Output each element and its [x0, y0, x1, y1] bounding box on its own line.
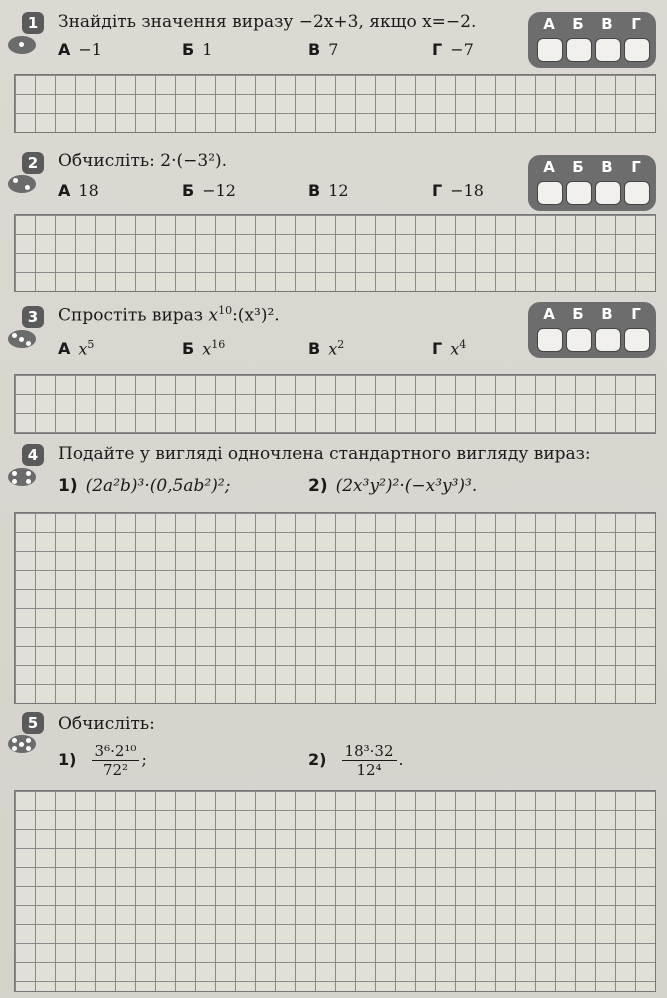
task-3-question: Спростіть вираз $x^{10}:(x^3)^2$.: [58, 304, 280, 326]
answer-cell-v[interactable]: [595, 328, 621, 352]
answer-cell-a[interactable]: [537, 181, 563, 205]
option-a[interactable]: А 18: [58, 181, 99, 200]
task-5-question: Обчисліть:: [58, 714, 155, 734]
dice-icon: [8, 330, 36, 348]
option-v[interactable]: В 12: [308, 181, 349, 200]
answer-grid-2[interactable]: [14, 214, 656, 292]
task-2-question: Обчисліть: 2·(−3²).: [58, 151, 228, 171]
dice-icon: [8, 735, 36, 753]
answer-box-2: А Б В Г: [528, 155, 656, 211]
part-2: 2) (2x³y²)²·(−x³y³)³.: [308, 476, 478, 496]
task-number-1: 1: [22, 12, 44, 34]
answer-cell-a[interactable]: [537, 38, 563, 62]
fraction-1: $\frac{\text{3⁶·2¹⁰}}{\text{72²}}$: [92, 742, 140, 779]
option-v[interactable]: В 7: [308, 40, 339, 59]
option-b[interactable]: Б $x^{16}$: [182, 338, 226, 359]
part-2: 2) $\frac{\text{18³·32}}{\text{12⁴}}$ .: [308, 742, 404, 779]
option-g[interactable]: Г $x^4$: [432, 338, 467, 359]
answer-cell-b[interactable]: [566, 38, 592, 62]
answer-box-1: А Б В Г: [528, 12, 656, 68]
answer-cell-v[interactable]: [595, 38, 621, 62]
answer-cell-v[interactable]: [595, 181, 621, 205]
task-2-expression: 2·(−3²).: [160, 151, 228, 171]
answer-cell-g[interactable]: [624, 328, 650, 352]
task-number-3: 3: [22, 306, 44, 328]
answer-box-3: А Б В Г: [528, 302, 656, 358]
dice-icon: [8, 175, 36, 193]
answer-cell-b[interactable]: [566, 328, 592, 352]
answer-grid-5[interactable]: [14, 790, 656, 992]
option-a[interactable]: А −1: [58, 40, 102, 59]
dice-icon: [8, 468, 36, 486]
part-1: 1) (2a²b)³·(0,5ab²)²;: [58, 476, 231, 496]
option-g[interactable]: Г −7: [432, 40, 474, 59]
answer-grid-4[interactable]: [14, 512, 656, 704]
answer-cell-g[interactable]: [624, 38, 650, 62]
part-1: 1) $\frac{\text{3⁶·2¹⁰}}{\text{72²}}$ ;: [58, 742, 147, 779]
answer-cell-b[interactable]: [566, 181, 592, 205]
dice-icon: [8, 36, 36, 54]
answer-cell-g[interactable]: [624, 181, 650, 205]
task-number-2: 2: [22, 152, 44, 174]
option-b[interactable]: Б −12: [182, 181, 236, 200]
answer-grid-3[interactable]: [14, 374, 656, 434]
answer-grid-1[interactable]: [14, 74, 656, 133]
fraction-2: $\frac{\text{18³·32}}{\text{12⁴}}$: [342, 742, 397, 779]
task-number-4: 4: [22, 444, 44, 466]
answer-cell-a[interactable]: [537, 328, 563, 352]
option-v[interactable]: В $x^2$: [308, 338, 345, 359]
option-a[interactable]: А $x^5$: [58, 338, 95, 359]
task-number-5: 5: [22, 712, 44, 734]
task-4-question: Подайте у вигляді одночлена стандартного вигляду вираз:: [58, 444, 591, 464]
task-1-question: Знайдіть значення виразу −2x+3, якщо x=−2.: [58, 12, 477, 32]
option-g[interactable]: Г −18: [432, 181, 484, 200]
option-b[interactable]: Б 1: [182, 40, 213, 59]
